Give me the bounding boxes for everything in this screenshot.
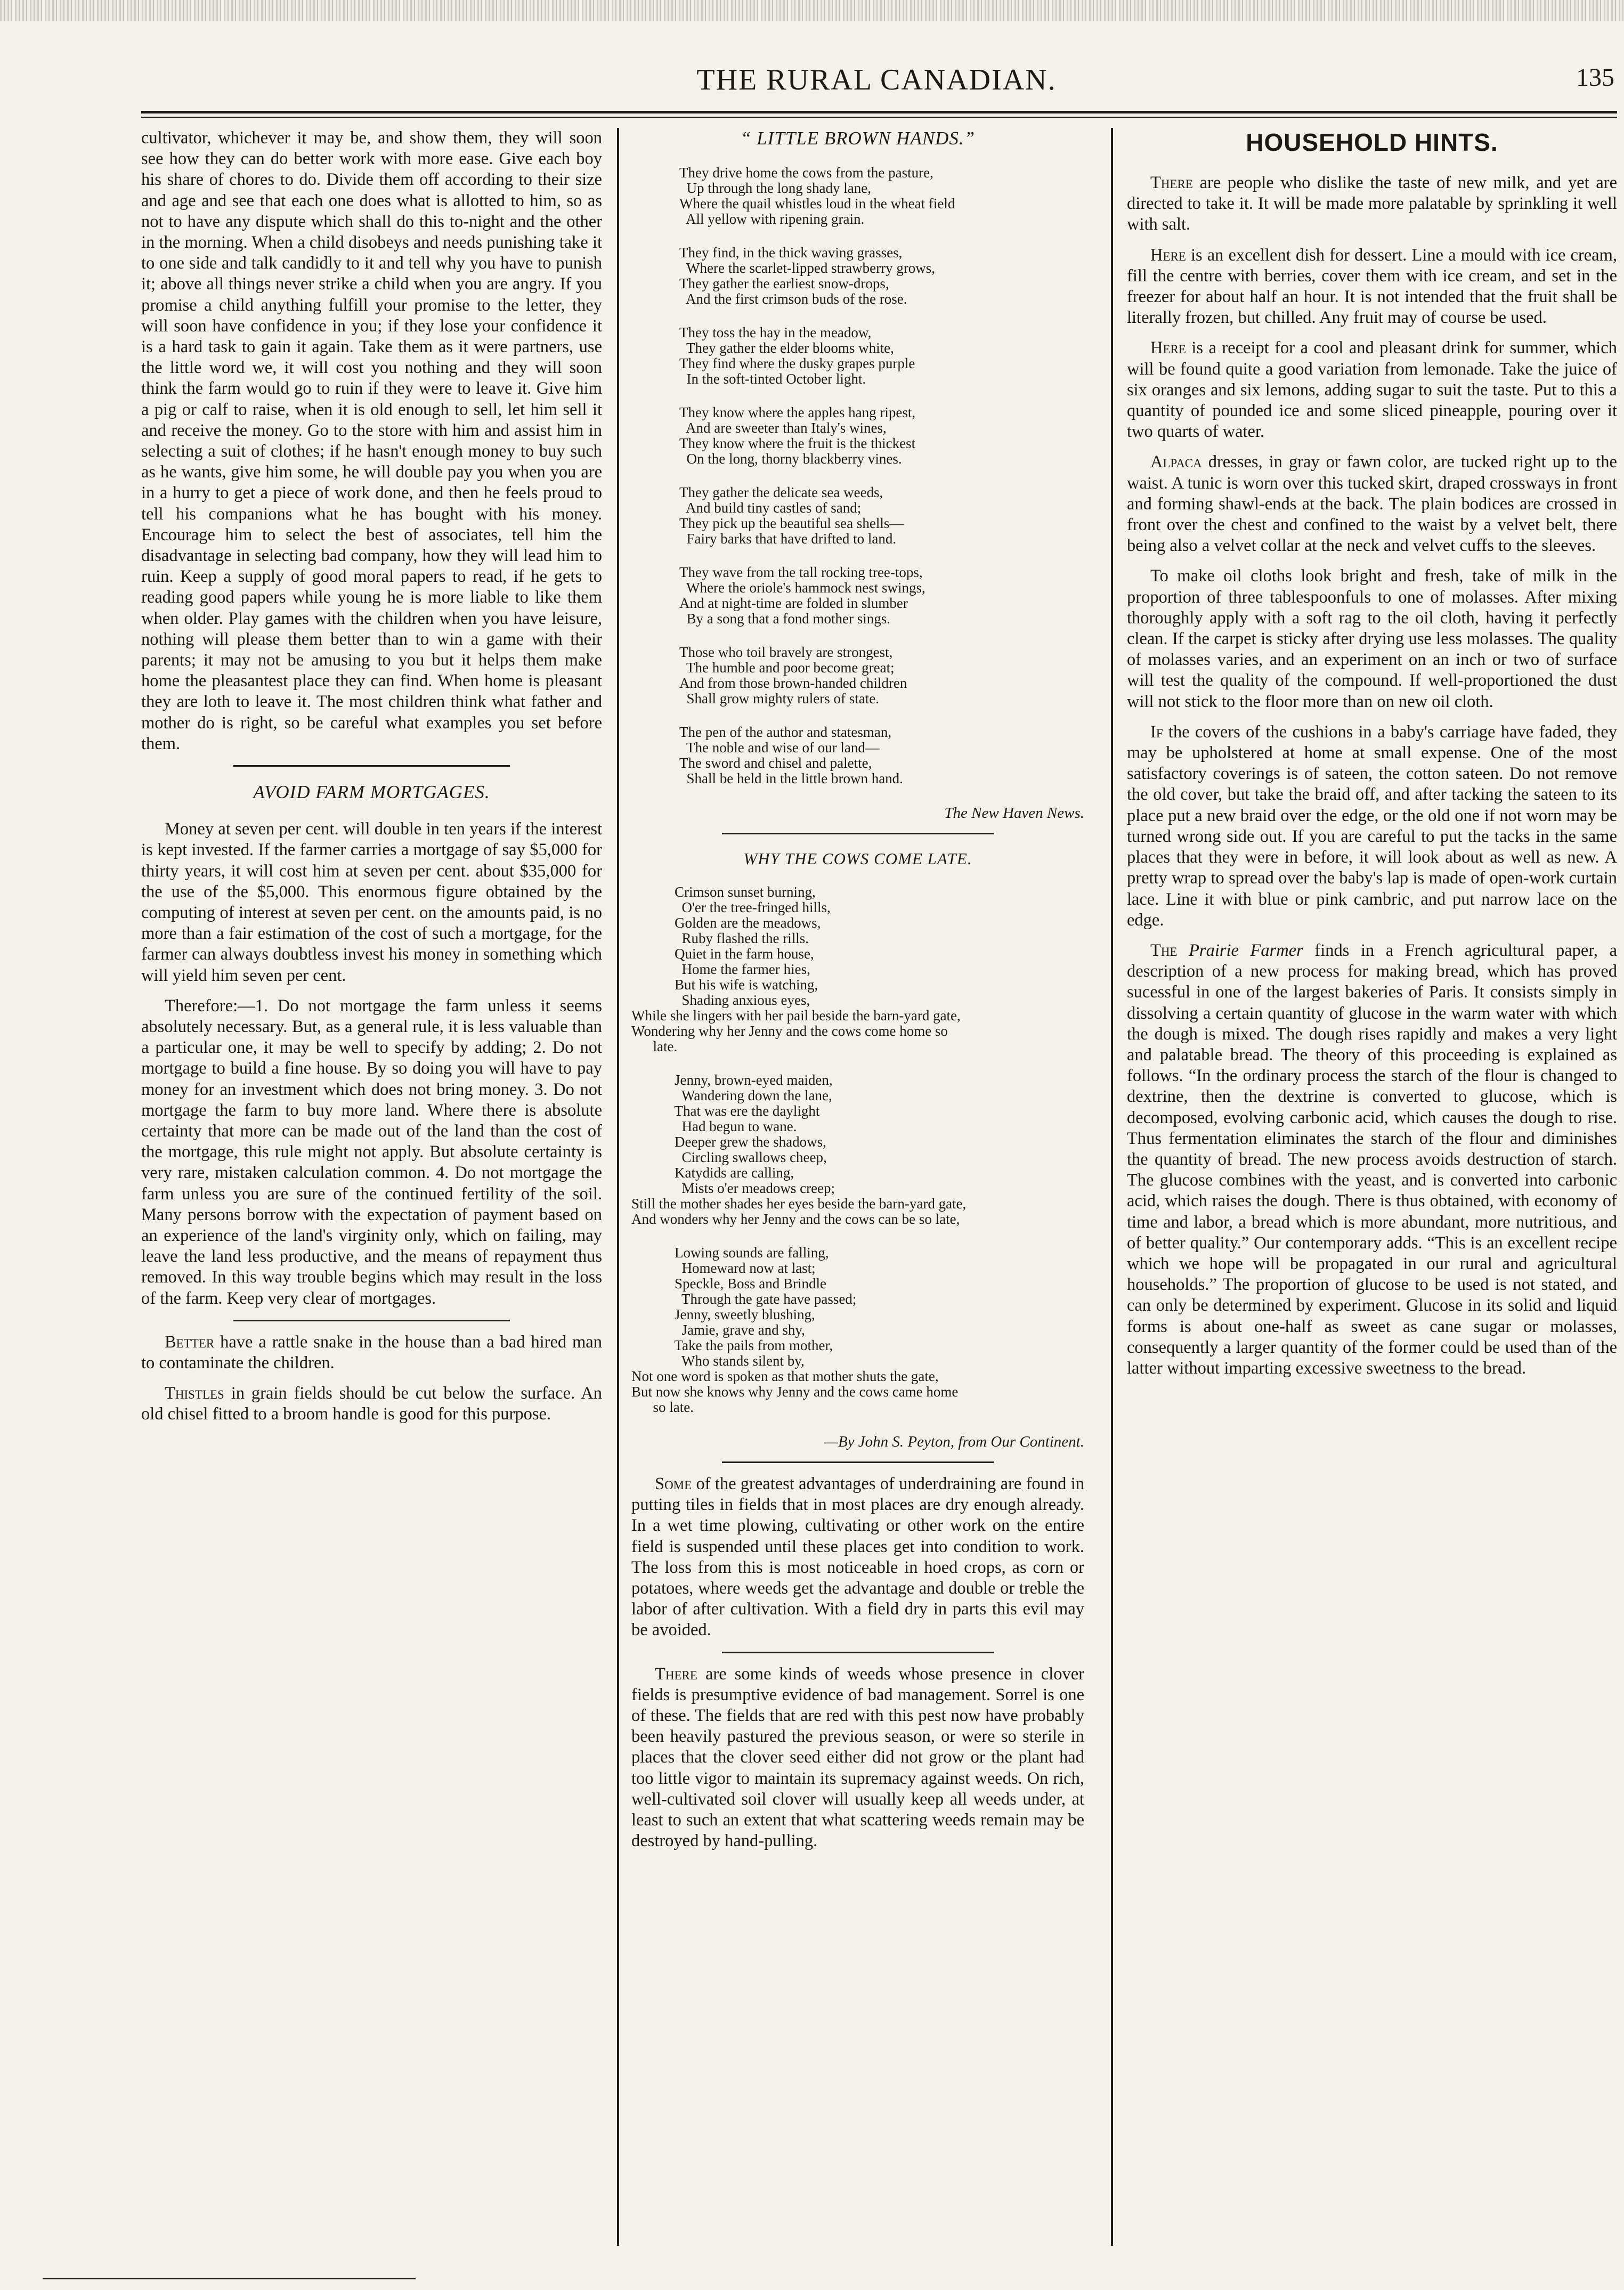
verse-line: And from those brown-handed children [679,675,907,691]
column-divider-1 [617,128,619,2246]
stanza [631,725,1084,786]
verse-line: Where the quail whistles loud in the wheat field [679,196,955,212]
hint-alpaca-dresses [1127,452,1617,556]
verse-line: That was ere the daylight [631,1103,820,1119]
verse-line: Crimson sunset burning, [631,884,816,900]
lead-word: Thistles [165,1384,224,1403]
verse-line: The sword and chisel and palette, [679,755,872,771]
verse-line: Shall grow mighty rulers of state. [679,691,879,707]
hint-summer-drink [1127,338,1617,442]
verse-line: Where the oriole's hammock nest swings, [679,580,925,596]
verse-line: They toss the hay in the meadow, [679,324,872,340]
verse-line: Jenny, sweetly blushing, [631,1306,815,1322]
publication-name: Prairie Farmer [1177,940,1303,960]
stanza [631,1073,1084,1227]
verse-line: O'er the tree-fringed hills, [631,899,831,915]
note-text: in grain fields should be cut below the surface. An old chisel fitted to a broom handle is good for this purpose. [141,1384,602,1424]
verse-line: Where the scarlet-lipped strawberry grows, [679,260,936,276]
stanza [631,565,1084,627]
verse-line: Through the gate have passed; [631,1291,857,1307]
rattlesnake-note [141,1332,602,1374]
verse-line: The humble and poor become great; [679,660,895,676]
verse-line: Those who toil bravely are strongest, [679,644,893,660]
verse-line: Golden are the meadows, [631,915,821,931]
hint-milk [1127,173,1617,236]
stanza [631,884,1084,1054]
hint-baby-carriage [1127,722,1617,931]
column-divider-2 [1111,128,1113,2246]
hint-text: are people who dislike the taste of new milk, and yet are directed to take it. It will be made more palatable by sprinkling it well with salt. [1127,173,1617,234]
hint-glucose-bread [1127,940,1617,1379]
hint-text: finds in a French agricultural paper, a description of a new process for making bread, which has proved sucessful in one of the largest bakeries of Paris. It consists simply in dissolving a certain quantity of glucose in the warm water with which the dough is mixed. The dough rises rapidly and makes a very light and palatable bread. The theory of this proceeding is explained as follows. “In the ordinary process the starch of the flour is changed to dextrine, then the dextrine is converted to glucose, which is decomposed, evolving carbonic acid, which causes the dough to rise. Thus fermentation eliminates the starch of the flour and diminishes the quantity of bread. The new process avoids destruction of starch. The glucose combines with the yeast, and is converted into carbonic acid, which raises the dough. There is thus obtained, with economy of time and labor, a bread which is more abundant, more nutritious, and of better quality.” Our contemporary adds. “This is an excellent recipe which we hope will be propagated in our rural and agricultural households.” The proportion of glucose to be used is not stated, and can only be determined by experiment. Glucose in its solid and liquid forms is about one-half as sweet as cane sugar or molasses, consequently a larger quantity of the former could be used than of the latter without imparting excessive sweetness to the bread. [1127,940,1617,1378]
poem-attribution: —By John S. Peyton, from Our Continent. [824,1433,1084,1450]
verse-line: Ruby flashed the rills. [631,930,809,946]
verse-line: Katydids are calling, [631,1165,794,1181]
verse-line: Speckle, Boss and Brindle [631,1276,826,1292]
column-left [141,128,602,1435]
verse-line: The pen of the author and statesman, [679,724,892,740]
footer-rule [43,2278,416,2279]
mortgage-paragraph-2: Therefore:—1. Do not mortgage the farm unless it seems absolutely necessary. But, as a general rule, it is less valuable than a particular one, it may be well to specify by adding; 2. Do not mortgage to build a fine house. By so doing you will have to pay money for an investment which does not bring money. 3. Do not mortgage the farm to buy more land. Where there is absolute certainty that more can be made out of the land than the cost of the mortgage, this rule might not apply. But absolute certainty is very rare, mistaken calculation common. 4. Do not mortgage the farm unless you are sure of the continued fertility of the soil. Many persons borrow with the expectation of payment based on an experience of the land's virginity only, which on failing, may leave the land less productive, and the means of repayment thus removed. In this way trouble begins which may result in the loss of the farm. Keep very clear of mortgages. [141,996,602,1308]
heading-avoid-farm-mortgages: AVOID FARM MORTGAGES. [253,782,490,803]
hint-text: the covers of the cushions in a baby's carriage have faded, they may be upholstered at home at small expense. One of the most satisfactory coverings is of sateen, the cotton sateen. Do not remove the old cover, but take the braid off, and after tacking the sateen to its place put a new braid over the edge, or the old one if not worn may be turned wrong side out. If you are careful to put the tacks in the same places that they were in before, it will look about as well as new. A pretty wrap to spread over the baby's lap is made of open-work curtain lace. Line it with blue or pink cambric, and put narrow lace on the edge. [1127,722,1617,930]
underdraining-paragraph [631,1474,1084,1641]
newspaper-title: THE RURAL CANADIAN. [696,63,1057,96]
poem-title-little-brown-hands: “ LITTLE BROWN HANDS.” [740,128,976,149]
weeds-paragraph [631,1664,1084,1852]
lead-word: Better [165,1332,215,1352]
separator [233,1320,510,1321]
verse-line: They gather the earliest snow-drops, [679,275,889,291]
verse-line: They gather the elder blooms white, [679,340,894,356]
scan-edge-noise [0,0,1624,21]
stanza [631,325,1084,387]
verse-line: Jamie, grave and shy, [631,1322,805,1338]
verse-line: Wandering down the lane, [631,1087,832,1103]
verse-line: Still the mother shades her eyes beside the barn-yard gate, [631,1196,967,1212]
verse-line: so late. [631,1399,694,1415]
poem-attribution: The New Haven News. [944,805,1084,822]
verse-line: They drive home the cows from the pasture, [679,165,933,181]
verse-line: They find, in the thick waving grasses, [679,245,903,261]
verse-line: But now she knows why Jenny and the cows came home [631,1384,959,1400]
verse-line: By a song that a fond mother sings. [679,611,890,627]
mortgage-paragraph-1: Money at seven per cent. will double in ten years if the interest is kept invested. If the farmer carries a mortgage of say $5,000 for thirty years, it will cost him at seven per cent. about $35,000 for the use of the $5,000. This enormous figure obtained by the computing of interest at seven per cent. on the amounts paid, is no more than a fair estimation of the cost of such a mortgage, for the farmer can always doubtless invest his money in something which will yield him seven per cent. [141,819,602,985]
verse-line: Up through the long shady lane, [679,180,871,196]
verse-line: They find where the dusky grapes purple [679,355,915,371]
verse-line: Fairy barks that have drifted to land. [679,531,897,547]
stanza [631,645,1084,707]
stanza [631,165,1084,227]
verse-line: But his wife is watching, [631,977,818,993]
lead-word: If [1150,722,1163,742]
lead-word: Alpaca [1150,452,1202,472]
verse-line: Had begun to wane. [631,1118,797,1134]
verse-line: On the long, thorny blackberry vines. [679,451,902,467]
poem-title-why-the-cows: WHY THE COWS COME LATE. [743,849,972,868]
verse-line: Home the farmer hies, [631,961,810,977]
verse-line: In the soft-tinted October light. [679,371,866,387]
verse-line: Homeward now at last; [631,1260,816,1276]
hint-dessert [1127,245,1617,329]
lead-word: Here [1150,338,1186,358]
verse-line: Lowing sounds are falling, [631,1245,829,1261]
verse-line: Shading anxious eyes, [631,992,810,1008]
lead-word: Some [655,1474,692,1493]
stanza [631,485,1084,547]
note-text: have a rattle snake in the house than a bad hired man to contaminate the children. [141,1332,602,1373]
verse-line: Not one word is spoken as that mother shuts the gate, [631,1368,939,1384]
verse-line: The noble and wise of our land— [679,740,880,756]
column-middle [631,128,1084,1861]
hint-text: dresses, in gray or fawn color, are tucked right up to the waist. A tunic is worn over this tucked skirt, draped crossways in front and forming shawl-ends at the back. The plain bodices are crossed in front over the chest and confined to the waist by a velvet belt, there being also a velvet collar at the neck and velvet cuffs to the sleeves. [1127,452,1617,556]
hint-text: is an excellent dish for dessert. Line a mould with ice cream, fill the centre with berries, cover them with ice cream, and set in the freezer for about half an hour. It is not intended that the fruit shall be literally frozen, but chilled. Any fruit may of course be used. [1127,245,1617,328]
lead-word: The [1150,940,1178,960]
verse-line: late. [631,1038,678,1054]
poem-little-brown-hands [631,165,1084,786]
stanza [631,1245,1084,1415]
verse-line: They pick up the beautiful sea shells— [679,515,904,531]
page-header [139,63,1614,105]
separator [722,833,994,834]
verse-line: While she lingers with her pail beside the barn-yard gate, [631,1008,961,1024]
poem-why-the-cows-come-late [631,884,1084,1415]
lead-word: Here [1150,245,1186,265]
verse-line: Jenny, brown-eyed maiden, [631,1072,833,1088]
thistles-note [141,1383,602,1425]
household-hints-title: HOUSEHOLD HINTS. [1246,128,1498,156]
separator [722,1461,994,1463]
verse-line: And build tiny castles of sand; [679,500,862,516]
verse-line: And the first crimson buds of the rose. [679,291,907,307]
verse-line: And at night-time are folded in slumber [679,595,908,611]
header-rule [141,111,1617,113]
verse-line: And are sweeter than Italy's wines, [679,420,887,436]
verse-line: Deeper grew the shadows, [631,1134,826,1150]
verse-line: Take the pails from mother, [631,1337,833,1353]
page-number: 135 [1576,63,1614,92]
verse-line: They know where the apples hang ripest, [679,404,916,420]
verse-line: All yellow with ripening grain. [679,211,865,227]
lead-word: There [1150,173,1193,192]
stanza [631,405,1084,467]
hint-oil-cloths: To make oil cloths look bright and fresh, take of milk in the proportion of three tablespoonfuls to one of molasses. After mixing thoroughly apply with a soft rag to the oil cloth, having it perfectly clean. If the carpet is sticky after drying use less molasses. The quality of molasses varies, and an experiment on an inch or two of surface will test the quality of the compound. If well-proportioned the dust will not stick to the floor more than on new oil cloth. [1127,566,1617,711]
verse-line: And wonders why her Jenny and the cows can be so late, [631,1211,960,1227]
verse-line: Mists o'er meadows creep; [631,1180,835,1196]
verse-line: Wondering why her Jenny and the cows come home so [631,1023,948,1039]
verse-line: They wave from the tall rocking tree-tops, [679,564,923,580]
verse-line: Shall be held in the little brown hand. [679,770,903,786]
separator [722,1652,994,1653]
stanza [631,245,1084,307]
paragraph-text: are some kinds of weeds whose presence in clover fields is presumptive evidence of bad management. Sorrel is one of these. The fields that are red with this pest now have probably been heavily pastured the previous season, or were so sterile in places that the clover seed either did not grow or the plant had too little vigor to maintain its supremacy against weeds. On rich, well-cultivated soil clover will usually keep all weeds under, at least to such an extent that what scattering weeds remain may be destroyed by hand-pulling. [631,1664,1084,1851]
verse-line: Quiet in the farm house, [631,946,814,962]
paragraph-text: of the greatest advantages of underdraining are found in putting tiles in fields that in most places are dry enough already. In a wet time plowing, cultivating or other work on the entire field is suspended until these places get into condition to work. The loss from this is most noticeable in hoed crops, as corn or potatoes, where weeds get the advantage and double or treble the labor of after cultivation. With a field dry in parts this evil may be avoided. [631,1474,1084,1640]
verse-line: They know where the fruit is the thickest [679,435,916,451]
verse-line: They gather the delicate sea weeds, [679,484,883,500]
hint-text: is a receipt for a cool and pleasant drink for summer, which will be found quite a good variation from lemonade. Take the juice of six oranges and six lemons, adding sugar to suit the taste. Put to this a quantity of pounded ice and some sliced pineapple, pouring over it two quarts of water. [1127,338,1617,442]
verse-line: Who stands silent by, [631,1353,805,1369]
header-rule-thin [141,117,1617,118]
lead-word: There [655,1664,697,1684]
article-children-continued: cultivator, whichever it may be, and show them, they will soon see how they can do better work with more ease. Give each boy his share of chores to do. Divide them off according to their size and age and see that each one does what is allotted to him, so as not to have any dispute which shall do this to-night and the other in the morning. When a child disobeys and needs punishing take it to one side and talk candidly to it and tell why you have to punish it; above all things never strike a child when you are angry. If you promise a child anything fulfill your promise to the letter, they will soon have confidence in you; if they lose your confidence it is a hard task to gain it again. Take them as it were partners, use the little word we, it will cost you nothing and they will soon think the farm would go to ruin if they were to leave it. Give him a pig or calf to raise, when it is old enough to sell, let him sell it and receive the money. Go to the store with him and assist him in selecting a suit of clothes; if he hasn't enough money to buy such as he wants, give him some, he will double pay you when you are in a hurry to get a piece of work done, and then he feels proud to tell his companions what he has bought with his money. Encourage him to select the best of associates, tell him the disadvantage in selecting bad company, how they will lead him to ruin. Keep a supply of good moral papers to read, if he gets to reading good papers while young he is more liable to like them when older. Play games with the children when you have leisure, nothing will please them better than to win a game with their parents; it may not be amusing to you but it helps them make home the pleasantest place they can find. When home is pleasant they are loth to leave it. The most children think what father and mother do is right, so be careful what examples you set before them. [141,128,602,753]
column-right [1127,128,1617,1388]
separator [233,765,510,767]
verse-line: Circling swallows cheep, [631,1149,827,1165]
